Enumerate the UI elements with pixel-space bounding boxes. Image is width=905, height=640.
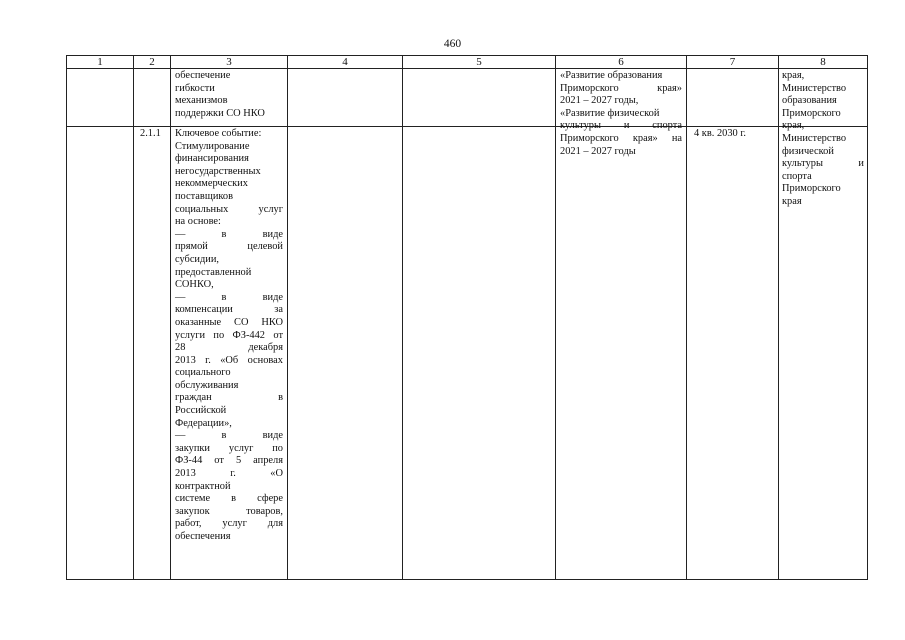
col-border-1 <box>133 55 134 580</box>
page-number: 460 <box>443 38 462 50</box>
text-line: ФЗ-44 от 5 апреля <box>175 455 283 467</box>
text-line: спорта <box>782 170 812 182</box>
text-line: «Развитие образования <box>560 70 663 81</box>
text-line: Приморского <box>782 183 841 195</box>
text-line: социальных услуг <box>175 203 283 215</box>
text-line: услуги по ФЗ-442 от <box>175 329 283 341</box>
column-header-8: 8 <box>820 56 826 68</box>
text-line: поддержки СО НКО <box>175 107 265 119</box>
text-line: Ключевое событие: <box>175 128 262 139</box>
text-line: — в виде <box>175 228 283 240</box>
col-border-8 <box>867 55 868 580</box>
text-line: 28 декабря <box>175 342 283 354</box>
text-line: закупки услуг по <box>175 442 283 454</box>
text-line: компенсации за <box>175 304 283 316</box>
column-header-7: 7 <box>729 56 736 68</box>
text-line: Федерации», <box>175 417 232 429</box>
programs-text <box>560 70 682 158</box>
text-line: негосударственных <box>175 165 261 177</box>
text-line: субсидии, <box>175 253 219 265</box>
text-line: культуры и <box>782 158 864 170</box>
text-line: — в виде <box>175 430 283 442</box>
text-line: края, <box>782 70 805 81</box>
col-border-6 <box>686 55 687 580</box>
column-header-4: 4 <box>342 56 348 68</box>
text-line: оказанные СО НКО <box>175 316 283 328</box>
text-line: края <box>782 195 802 207</box>
text-line: на основе: <box>175 216 221 228</box>
text-line: гибкости <box>175 82 215 94</box>
text-line: — в виде <box>175 291 283 303</box>
text-line: механизмов <box>175 95 228 107</box>
text-line: социального <box>175 367 231 379</box>
text-line: 2013 г. «Об основах <box>175 354 283 366</box>
column-header-5: 5 <box>476 56 482 68</box>
col-border-7 <box>778 55 779 580</box>
deadline-value: 4 кв. 2030 г. <box>694 128 747 139</box>
responsible-text <box>782 70 864 209</box>
text-line: Стимулирование <box>175 140 250 152</box>
col-border-4 <box>402 55 403 580</box>
text-line: некоммерческих <box>175 178 248 190</box>
text-line: 2013 г. «О <box>175 468 283 480</box>
table-bottom-border <box>66 579 868 580</box>
text-line: Приморского края» на <box>560 132 682 144</box>
text-line: культуры и спорта <box>560 120 682 132</box>
column-header-6: 6 <box>618 56 624 68</box>
text-line: Российской <box>175 405 227 417</box>
row2-number: 2.1.1 <box>140 128 161 139</box>
text-line: системе в сфере <box>175 493 283 505</box>
text-line: Министерство <box>782 82 847 94</box>
row2-col3-text <box>175 128 283 544</box>
row-divider <box>66 126 868 127</box>
text-line: образования <box>782 95 837 107</box>
col-border-3 <box>287 55 288 580</box>
text-line: Приморского края» <box>560 82 682 94</box>
text-line: работ, услуг для <box>175 518 283 530</box>
text-line: закупок товаров, <box>175 505 283 517</box>
text-line: Министерство <box>782 132 847 144</box>
text-line: предоставленной <box>175 266 252 278</box>
text-line: края, <box>782 120 805 132</box>
col-border-2 <box>170 55 171 580</box>
text-line: обеспечения <box>175 531 231 542</box>
column-header-2: 2 <box>149 56 155 68</box>
text-line: СОНКО, <box>175 279 214 291</box>
text-line: финансирования <box>175 153 249 165</box>
column-header-1: 1 <box>97 56 103 68</box>
column-header-3: 3 <box>226 56 232 68</box>
text-line: 2021 – 2027 годы, <box>560 95 639 107</box>
col-border-0 <box>66 55 67 580</box>
text-line: физической <box>782 145 834 157</box>
text-line: Приморского <box>782 107 841 119</box>
header-bottom-border <box>66 68 868 69</box>
text-line: контрактной <box>175 480 231 492</box>
text-line: «Развитие физической <box>560 107 660 119</box>
col-border-5 <box>555 55 556 580</box>
text-line: 2021 – 2027 годы <box>560 145 636 157</box>
text-line: прямой целевой <box>175 241 283 253</box>
text-line: обслуживания <box>175 379 239 391</box>
text-line: обеспечение <box>175 70 231 81</box>
text-line: поставщиков <box>175 190 233 202</box>
row1-col3-text <box>175 70 283 120</box>
text-line: граждан в <box>175 392 283 404</box>
